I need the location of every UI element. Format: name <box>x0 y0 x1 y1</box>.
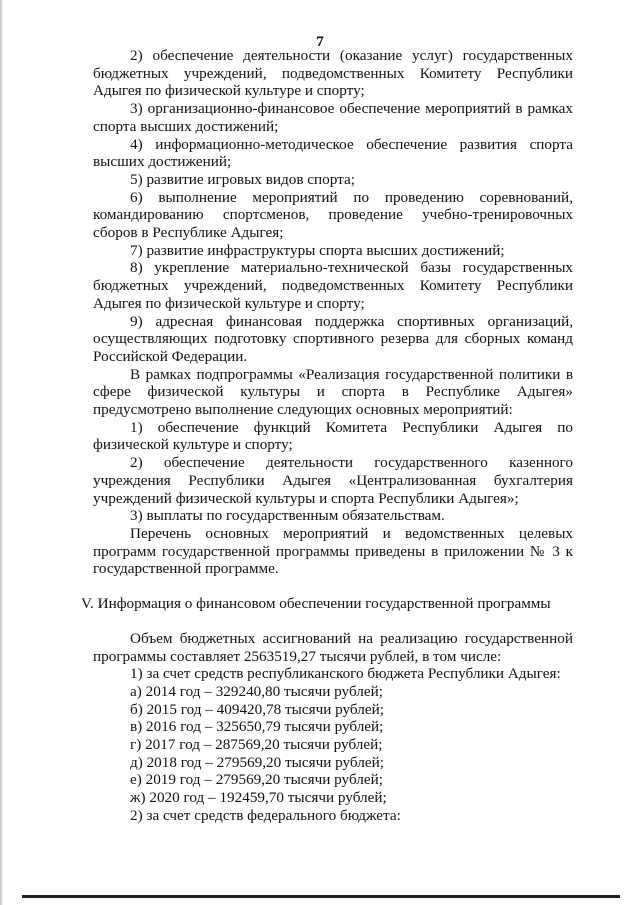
document-body <box>81 47 573 825</box>
paragraph-item-8: 8) укрепление материально-технической базы государственных бюджетных учреждений, подведомственных Комитету Республики Адыгея по физической культуре и спорту; <box>93 259 573 312</box>
year-allocation-item: в) 2016 год – 325650,79 тысячи рублей; <box>130 718 384 736</box>
year-allocation-item: б) 2015 год – 409420,78 тысячи рублей; <box>130 700 384 718</box>
list-reference-paragraph: Перечень основных мероприятий и ведомственных целевых программ государственной программы приведены в приложении № 3 к государственной программе. <box>93 524 573 578</box>
paragraph-item-2: 2) обеспечение деятельности (оказание услуг) государственных бюджетных учреждений, подведомственных Комитету Республики Адыгея по физической культуре и спорту; <box>93 47 573 100</box>
paragraph-item-4: 4) информационно-методическое обеспечение развития спорта высших достижений; <box>93 135 573 171</box>
financing-intro: Объем бюджетных ассигнований на реализацию государственной программы составляет 2563519,27 тысячи рублей, в том числе: <box>93 629 573 665</box>
page-number: 7 <box>316 34 324 50</box>
subprogram-item-1: 1) обеспечение функций Комитета Республики Адыгея по физической культуре и спорту; <box>93 418 573 454</box>
section-heading: V. Информация о финансовом обеспечении государственной программы <box>81 595 551 613</box>
year-allocation-item: ж) 2020 год – 192459,70 тысячи рублей; <box>130 789 387 807</box>
funding-source-federal: 2) за счет средств федерального бюджета: <box>130 806 401 824</box>
subprogram-paragraph: В рамках подпрограммы «Реализация государственной политики в сфере физической культуры и спорта в Республике Адыгея» предусмотрено выполнение следующих основных мероприятий: <box>93 365 573 419</box>
year-allocation-list <box>93 683 573 807</box>
paragraph-item-9: 9) адресная финансовая поддержка спортивных организаций, осуществляющих подготовку спортивного резерва для сборных команд Российской Федерации. <box>93 312 573 365</box>
paragraph-item-7: 7) развитие инфраструктуры спорта высших достижений; <box>130 241 505 259</box>
paragraph-item-6: 6) выполнение мероприятий по проведению соревнований, командированию спортсменов, проведение учебно-тренировочных сборов в Республике Адыгея; <box>93 188 573 242</box>
paragraph-item-3: 3) организационно-финансовое обеспечение мероприятий в рамках спорта высших достижений; <box>93 100 573 135</box>
subprogram-item-2: 2) обеспечение деятельности государственного казенного учреждения Республики Адыгея «Централизованная бухгалтерия учреждений физической культуры и спорта Республики Адыгея»; <box>93 454 573 507</box>
year-allocation-item: е) 2019 год – 279569,20 тысячи рублей; <box>130 771 383 789</box>
year-allocation-item: а) 2014 год – 329240,80 тысячи рублей; <box>130 682 383 700</box>
funding-source-regional: 1) за счет средств республиканского бюджета Республики Адыгея: <box>130 665 561 683</box>
scan-bottom-edge <box>22 895 620 898</box>
spacer <box>93 613 573 630</box>
year-allocation-item: г) 2017 год – 287569,20 тысячи рублей; <box>130 736 383 754</box>
scan-edge-shadow <box>0 0 3 905</box>
spacer <box>93 578 573 595</box>
subprogram-item-3: 3) выплаты по государственным обязательствам. <box>130 507 445 525</box>
paragraph-item-5: 5) развитие игровых видов спорта; <box>130 170 355 188</box>
year-allocation-item: д) 2018 год – 279569,20 тысячи рублей; <box>130 753 384 771</box>
